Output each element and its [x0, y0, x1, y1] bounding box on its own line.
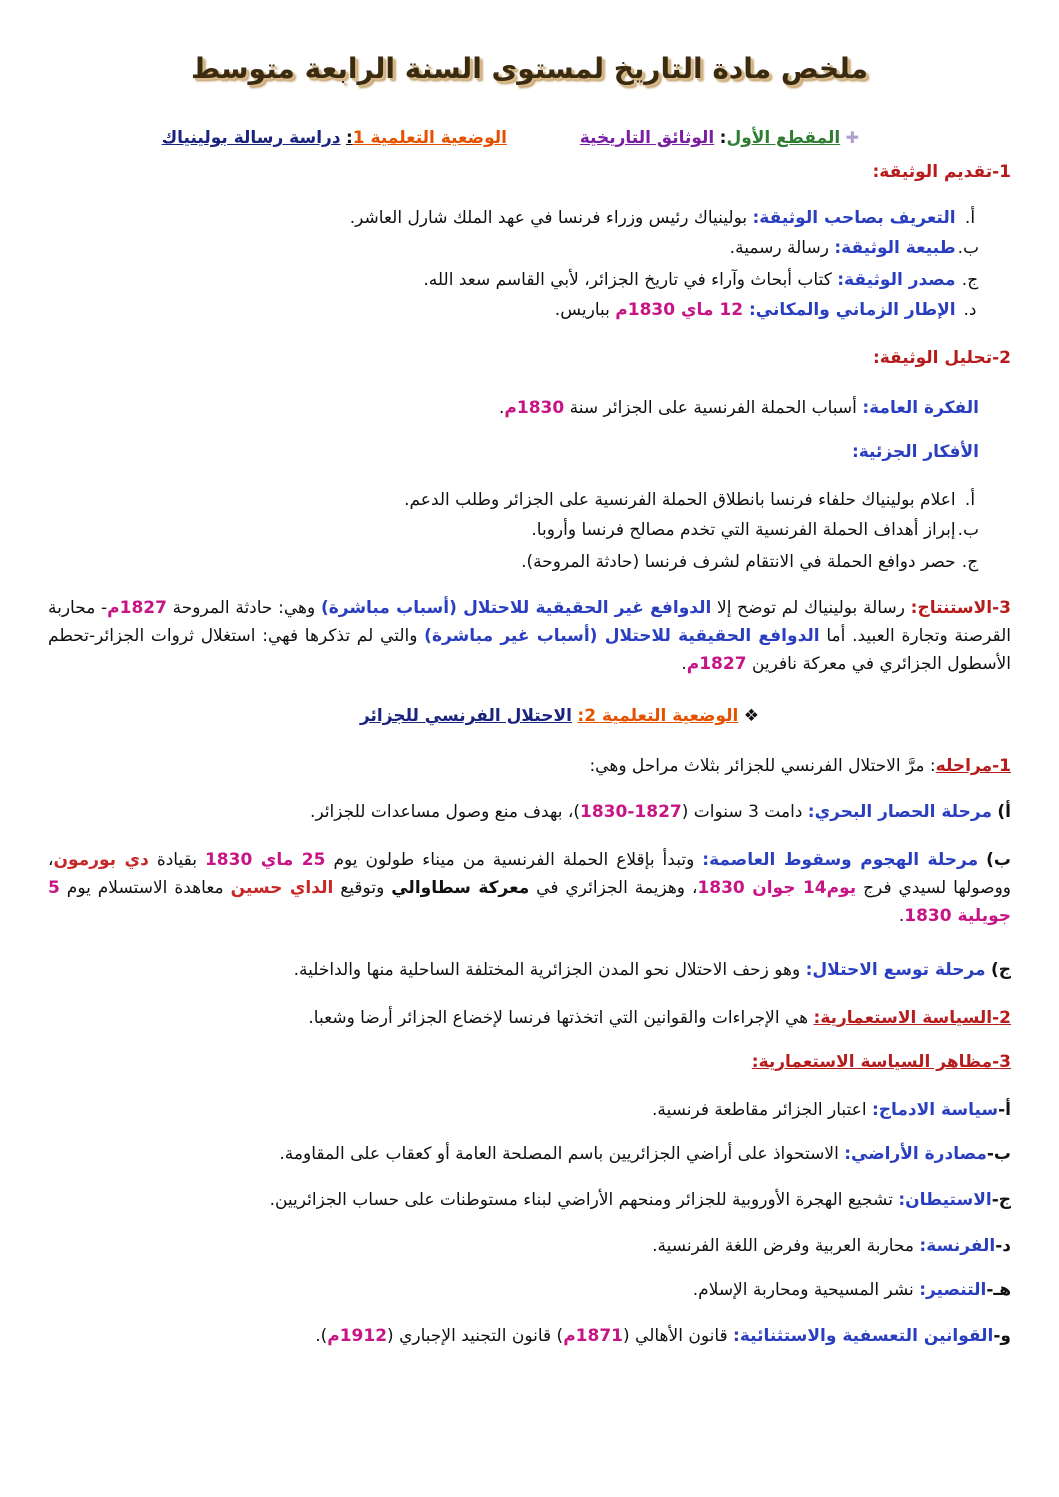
situation-colon: :: [345, 128, 353, 148]
aspect-item-laws: [48, 1324, 1011, 1348]
phase-b: [48, 846, 1011, 930]
situation-2-header: [48, 704, 759, 728]
aspect-text: تشجيع الهجرة الأوروبية للجزائر ومنحهم الأراضي لبناء مستوطنات على حساب الجزائريين.: [269, 1190, 899, 1210]
aspect-label: الفرنسة:: [919, 1236, 996, 1256]
item-marker: أ.: [964, 490, 976, 510]
phase-text: وتبدأ بإقلاع الحملة الفرنسية من ميناء طولون يوم: [325, 850, 703, 870]
aspects-heading-row: [48, 1050, 1011, 1074]
item-text: اعلام بولينياك حلفاء فرنسا بانطلاق الحملة الفرنسية على الجزائر وطلب الدعم.: [404, 490, 956, 510]
item-label: طبيعة الوثيقة:: [834, 238, 956, 258]
sequence-label: المقطع الأول: [726, 128, 841, 148]
policy-number: 2-: [992, 1008, 1011, 1028]
conclusion-paragraph: [48, 594, 1011, 678]
item-date: 12 ماي 1830م: [615, 300, 749, 320]
conclusion-text: وهي: حادثة المروحة: [166, 598, 321, 618]
aspect-text: محاربة العربية وفرض اللغة الفرنسية.: [652, 1236, 920, 1256]
list-item: [555, 298, 979, 322]
phase-date: 14 جوان 1830: [697, 878, 827, 898]
lesson-header: [160, 126, 859, 150]
phase-marker: ج): [990, 960, 1011, 980]
item-label: الإطار الزماني والمكاني:: [748, 300, 956, 320]
aspect-year: 1912م: [327, 1326, 388, 1346]
conclusion-year: 1827م: [107, 598, 167, 618]
item-text: بولينياك رئيس وزراء فرنسا في عهد الملك شارل العاشر.: [349, 208, 753, 228]
section-heading-analysis: 2-تحليل الوثيقة:: [872, 348, 1011, 368]
aspect-label: مصادرة الأراضي:: [844, 1144, 987, 1164]
phase-name: دي بورمون: [53, 850, 149, 870]
aspect-item: [48, 1142, 1011, 1166]
situation-2-bullet: ❖: [743, 706, 759, 726]
phase-years: 1827-1830: [580, 802, 682, 822]
phase-text: بقيادة: [148, 850, 205, 870]
aspect-text: ).: [315, 1326, 328, 1346]
situation-2-value: الاحتلال الفرنسي للجزائر: [359, 706, 572, 726]
policy-text: هي الإجراءات والقوانين التي اتخذتها فرنسا لإخضاع الجزائر أرضا وشعبا.: [308, 1008, 814, 1028]
section-heading-presentation: 1-تقديم الوثيقة:: [872, 162, 1011, 182]
phase-text: )، بهدف منع وصول مساعدات للجزائر.: [310, 802, 581, 822]
sequence-colon: :: [719, 128, 727, 148]
phases-intro: [48, 754, 1011, 778]
conclusion-year: 1827م: [686, 654, 747, 674]
phase-date: 5 جويلية 1830: [48, 878, 1011, 926]
aspect-item: [48, 1278, 1011, 1302]
item-text: حصر دوافع الحملة في الانتقام لشرف فرنسا (حادثة المروحة).: [521, 552, 956, 572]
situation-2-label: الوضعية التعلمية 2:: [577, 706, 739, 726]
aspect-text: الاستحواذ على أراضي الجزائريين باسم المصلحة العامة أو كعقاب على المقاومة.: [279, 1144, 845, 1164]
item-text: إبراز أهداف الحملة الفرنسية التي تخدم مصالح فرنسا وأروبا.: [531, 520, 956, 540]
item-marker: أ.: [964, 208, 976, 228]
phase-text: معاهدة الاستسلام يوم: [59, 878, 231, 898]
item-marker: ب.: [957, 238, 979, 258]
item-label: مصدر الوثيقة:: [837, 270, 956, 290]
page-title: ملخص مادة التاريخ لمستوى السنة الرابعة متوسط: [191, 52, 868, 85]
aspect-text: قانون الأهالي (: [622, 1326, 734, 1346]
aspect-item: [48, 1098, 1011, 1122]
conclusion-text: - محاربة القرصنة وتجارة العبيد. أما: [48, 598, 1011, 646]
aspect-label: التنصير:: [919, 1280, 987, 1300]
item-text: كتاب أبحاث وآراء في تاريخ الجزائر، لأبي القاسم سعد الله.: [423, 270, 838, 290]
policy-label: السياسة الاستعمارية:: [813, 1008, 993, 1028]
aspect-label: سياسة الادماج:: [871, 1100, 999, 1120]
phase-text: وتوقيع: [333, 878, 392, 898]
phase-battle: معركة سطاوالي: [391, 878, 530, 898]
phase-text: ، وهزيمة الجزائري في: [529, 878, 698, 898]
phase-a: [48, 800, 1011, 824]
aspect-item: [48, 1188, 1011, 1212]
item-marker: ب.: [957, 520, 979, 540]
sequence-value: الوثائق التاريخية: [579, 128, 715, 148]
list-item: [521, 550, 979, 574]
list-item: [350, 206, 979, 230]
situation-label: الوضعية التعلمية 1: [352, 128, 507, 148]
colonial-policy: [48, 1006, 1011, 1030]
aspect-marker: و-: [993, 1326, 1011, 1346]
conclusion-label: 3-الاستنتاج:: [910, 598, 1012, 618]
conclusion-text: .: [681, 654, 687, 674]
aspect-marker: ب-: [986, 1144, 1011, 1164]
phase-text: دامت 3 سنوات (: [681, 802, 808, 822]
aspect-marker: د-: [995, 1236, 1011, 1256]
aspect-label: القوانين التعسفية والاستثنائية:: [733, 1326, 994, 1346]
aspect-marker: ج-: [991, 1190, 1011, 1210]
phase-c: [48, 958, 1011, 982]
phase-marker: ب): [986, 850, 1012, 870]
phases-heading: 1-مراحله: [935, 756, 1011, 776]
situation-value: دراسة رسالة بولينياك: [161, 128, 341, 148]
aspect-marker: أ-: [998, 1100, 1011, 1120]
conclusion-true-motives: الدوافع الحقيقية للاحتلال (أسباب غير مباشرة): [424, 626, 820, 646]
phase-label: مرحلة الحصار البحري:: [807, 802, 992, 822]
general-idea-text: أسباب الحملة الفرنسية على الجزائر سنة: [564, 398, 863, 418]
conclusion-false-motives: الدوافع غير الحقيقية للاحتلال (أسباب مباشرة): [320, 598, 712, 618]
list-item: [531, 518, 979, 542]
general-idea-label: الفكرة العامة:: [862, 398, 979, 418]
general-idea: [48, 396, 979, 420]
item-marker: ج.: [961, 270, 979, 290]
list-item: [423, 268, 979, 292]
general-idea-end: .: [499, 398, 505, 418]
phase-label: مرحلة الهجوم وسقوط العاصمة:: [702, 850, 979, 870]
aspect-marker: هـ-: [986, 1280, 1011, 1300]
phase-date: 25 ماي 1830: [204, 850, 326, 870]
item-text: رسالة رسمية.: [729, 238, 835, 258]
conclusion-text: والتي لم تذكرها فهي: استغلال ثروات الجزائر-تحطم الأسطول الجزائري في معركة نافرين: [48, 626, 1011, 674]
item-text: بباريس.: [554, 300, 616, 320]
phase-marker: أ): [997, 802, 1011, 822]
aspect-text: ) قانون التجنيد الإجباري (: [387, 1326, 564, 1346]
aspect-year: 1871م: [563, 1326, 623, 1346]
phase-text: ، ووصولها لسيدي فرج: [48, 850, 1012, 898]
aspects-heading: مظاهر السياسة الاستعمارية:: [751, 1052, 993, 1072]
conclusion-text: رسالة بولينياك لم توضح إلا: [711, 598, 911, 618]
partial-ideas-label: الأفكار الجزئية:: [851, 442, 979, 462]
list-item: [404, 488, 979, 512]
item-marker: ج.: [961, 552, 979, 572]
phase-text: .: [898, 906, 905, 926]
aspect-text: نشر المسيحية ومحاربة الإسلام.: [692, 1280, 920, 1300]
item-marker: د.: [963, 300, 977, 320]
phase-text: وهو زحف الاحتلال نحو المدن الجزائرية المختلفة الساحلية منها والداخلية.: [293, 960, 806, 980]
aspect-item: [48, 1234, 1011, 1258]
aspect-text: اعتبار الجزائر مقاطعة فرنسية.: [651, 1100, 872, 1120]
phase-label: مرحلة توسع الاحتلال:: [805, 960, 986, 980]
phase-name: الداي حسين: [230, 878, 334, 898]
list-item: [730, 236, 979, 260]
header-bullet: ✚: [845, 128, 859, 147]
aspect-label: الاستيطان:: [898, 1190, 992, 1210]
aspects-number: 3-: [992, 1052, 1011, 1072]
item-label: التعريف بصاحب الوثيقة:: [752, 208, 956, 228]
phases-intro-text: : مرَّ الاحتلال الفرنسي للجزائر بثلاث مراحل وهي:: [589, 756, 936, 776]
general-idea-year: 1830م: [504, 398, 565, 418]
phase-date: يوم: [826, 878, 857, 898]
